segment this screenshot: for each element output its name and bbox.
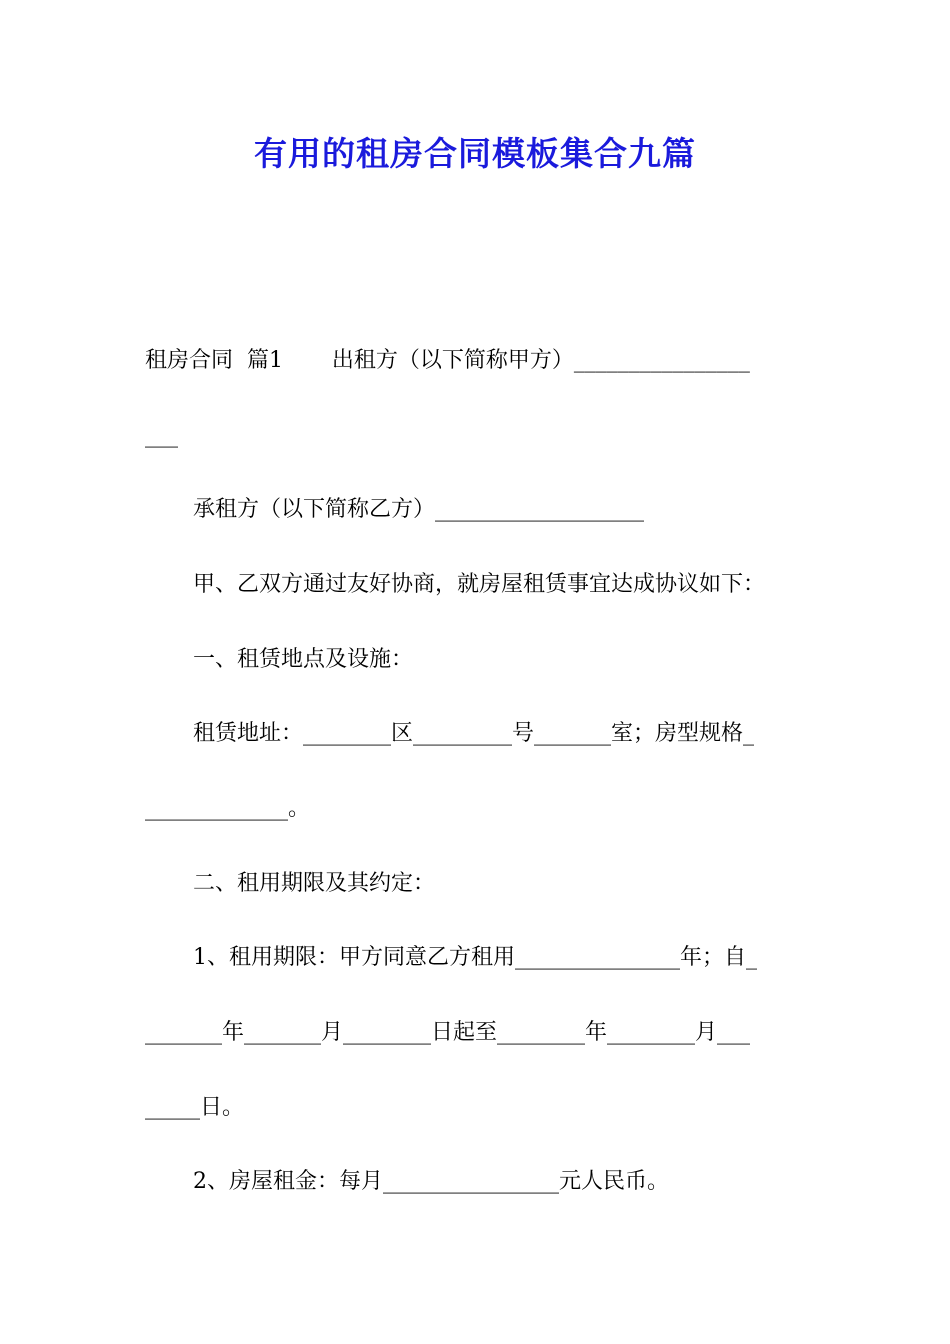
lease-address-continuation: _____________。	[145, 796, 311, 821]
lease-term-dates: _______年_______月________日起至________年________月___	[145, 1020, 751, 1045]
section-2-heading: 二、租用期限及其约定：	[193, 871, 436, 896]
section-1-heading: 一、租赁地点及设施：	[193, 647, 414, 672]
lessor-blank-continuation: ___	[145, 423, 178, 448]
lease-term-line: 1、租用期限：甲方同意乙方租用_______________年；自_	[193, 945, 757, 970]
agreement-intro: 甲、乙双方通过友好协商，就房屋租赁事宜达成协议如下：	[193, 572, 766, 597]
contract-heading-lessor-line: 租房合同 篇1 出租方（以下简称甲方）________________	[145, 348, 750, 373]
lessee-line: 承租方（以下简称乙方）___________________	[193, 497, 645, 522]
rent-line: 2、房屋租金：每月________________元人民币。	[193, 1169, 669, 1194]
lease-address-line: 租赁地址：________区_________号_______室；房型规格_	[193, 721, 755, 746]
document-title: 有用的租房合同模板集合九篇	[254, 134, 696, 173]
lease-term-end: _____日。	[145, 1095, 245, 1120]
